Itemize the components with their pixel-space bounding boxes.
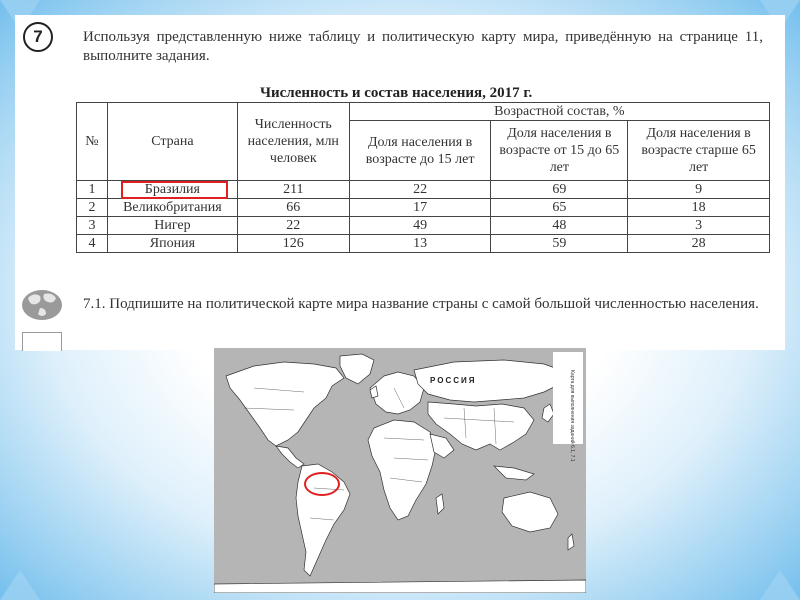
cell-country: Япония [107,235,237,253]
cell-under15: 49 [349,217,491,235]
cell-population: 211 [237,181,349,199]
subtask-instruction: 7.1. Подпишите на политической карте мира название страны с самой большой численностью населения. [83,296,759,312]
population-table [76,102,770,253]
table-row [77,199,770,217]
cell-population: 22 [237,217,349,235]
header-over65: Доля населения в возрасте старше 65 лет [628,121,770,181]
map-legend-text: Карта для выполнения заданий 6.1, 7.1 [569,370,575,462]
task-number-badge: 7 [23,22,53,52]
cell-over65: 18 [628,199,770,217]
cell-country: Великобритания [107,199,237,217]
header-age-group: Возрастной состав, % [349,103,769,121]
task-instruction: Используя представленную ниже таблицу и политическую карту мира, приведённую на странице 11, выполните задания. [83,29,763,64]
cell-population: 66 [237,199,349,217]
cell-num: 4 [77,235,108,253]
header-15-65: Доля населения в возрасте от 15 до 65 лет [491,121,628,181]
cell-15-65: 59 [491,235,628,253]
cell-num: 2 [77,199,108,217]
cell-over65: 3 [628,217,770,235]
header-country: Страна [107,103,237,181]
cell-num: 3 [77,217,108,235]
cell-over65: 9 [628,181,770,199]
globe-icon [20,288,64,322]
table-row [77,235,770,253]
answer-box[interactable] [22,332,62,351]
cell-15-65: 65 [491,199,628,217]
brazil-map-circle [304,472,340,496]
map-landmasses [214,348,586,593]
brazil-highlight-box [121,181,228,199]
world-political-map [214,348,586,593]
table-title: Численность и состав населения, 2017 г. [260,85,533,101]
cell-population: 126 [237,235,349,253]
table-row [77,217,770,235]
cell-under15: 22 [349,181,491,199]
cell-15-65: 48 [491,217,628,235]
cell-under15: 13 [349,235,491,253]
cell-country: Бразилия [107,181,237,199]
cell-num: 1 [77,181,108,199]
cell-country: Нигер [107,217,237,235]
header-population: Численность населения, млн человек [237,103,349,181]
cell-under15: 17 [349,199,491,217]
cell-over65: 28 [628,235,770,253]
header-under15: Доля населения в возрасте до 15 лет [349,121,491,181]
cell-15-65: 69 [491,181,628,199]
russia-label: РОССИЯ [430,376,477,385]
header-num: № [77,103,108,181]
